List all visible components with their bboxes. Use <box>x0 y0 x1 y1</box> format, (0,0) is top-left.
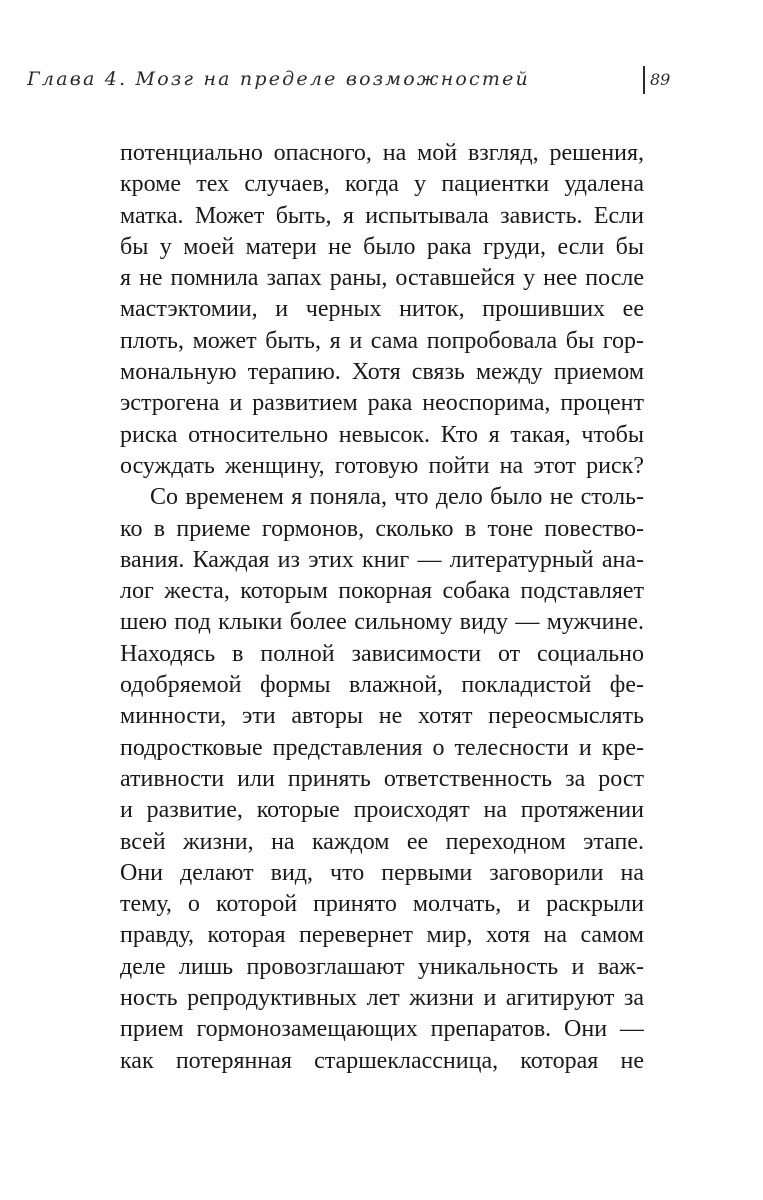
page-number: 89 <box>650 70 671 89</box>
text-line: я не помнила запах раны, оставшейся у нее после <box>120 265 644 292</box>
text-line: шею под клыки более сильному виду — мужчине. <box>120 609 644 636</box>
text-line: ко в приеме гормонов, сколько в тоне повество- <box>120 515 644 542</box>
text-line: кроме тех случаев, когда у пациентки удалена <box>120 171 644 198</box>
text-line: правду, которая перевернет мир, хотя на самом <box>120 922 644 949</box>
text-line: эстрогена и развитием рака неоспорима, процент <box>120 390 644 417</box>
text-line: потенциально опасного, на мой взгляд, решения, <box>120 140 644 166</box>
text-line: осуждать женщину, готовую пойти на этот риск? <box>120 452 644 479</box>
text-line: минности, эти авторы не хотят переосмыслять <box>120 703 644 730</box>
text-line: прием гормонозамещающих препаратов. Они — <box>120 1016 644 1043</box>
running-head <box>27 64 671 98</box>
text-line: матка. Может быть, я испытывала зависть. Если <box>120 202 644 229</box>
text-line: ность репродуктивных лет жизни и агитируют за <box>120 985 644 1012</box>
text-line: плоть, может быть, я и сама попробовала бы гор- <box>120 327 644 354</box>
text-line: как потерянная старшеклассница, которая не <box>120 1047 644 1074</box>
text-line: мастэктомии, и черных ниток, прошивших ее <box>120 296 644 323</box>
text-line: бы у моей матери не было рака груди, если бы <box>120 233 644 260</box>
header-divider <box>643 66 645 94</box>
text-line: одобряемой формы влажной, покладистой фе- <box>120 672 644 699</box>
chapter-title: Глава 4. Мозг на пределе возможностей <box>27 68 530 90</box>
text-line: всей жизни, на каждом ее переходном этапе. <box>120 828 644 855</box>
text-line: подростковые представления о телесности и кре- <box>120 734 644 761</box>
body-text <box>120 138 644 1077</box>
text-line: Со временем я поняла, что дело было не столь- <box>150 484 644 511</box>
text-line: лог жеста, которым покорная собака подставляет <box>120 578 644 605</box>
text-line: мональную терапию. Хотя связь между приемом <box>120 359 644 386</box>
text-line: тему, о которой принято молчать, и раскрыли <box>120 891 644 918</box>
text-line: Они делают вид, что первыми заговорили на <box>120 859 644 886</box>
text-line: вания. Каждая из этих книг — литературный ана- <box>120 546 644 573</box>
text-line: деле лишь провозглашают уникальность и важ- <box>120 953 644 980</box>
text-line: риска относительно невысок. Кто я такая, чтобы <box>120 421 644 448</box>
text-line: и развитие, которые происходят на протяжении <box>120 797 644 824</box>
text-line: Находясь в полной зависимости от социально <box>120 640 644 667</box>
text-line: ативности или принять ответственность за рост <box>120 765 644 792</box>
